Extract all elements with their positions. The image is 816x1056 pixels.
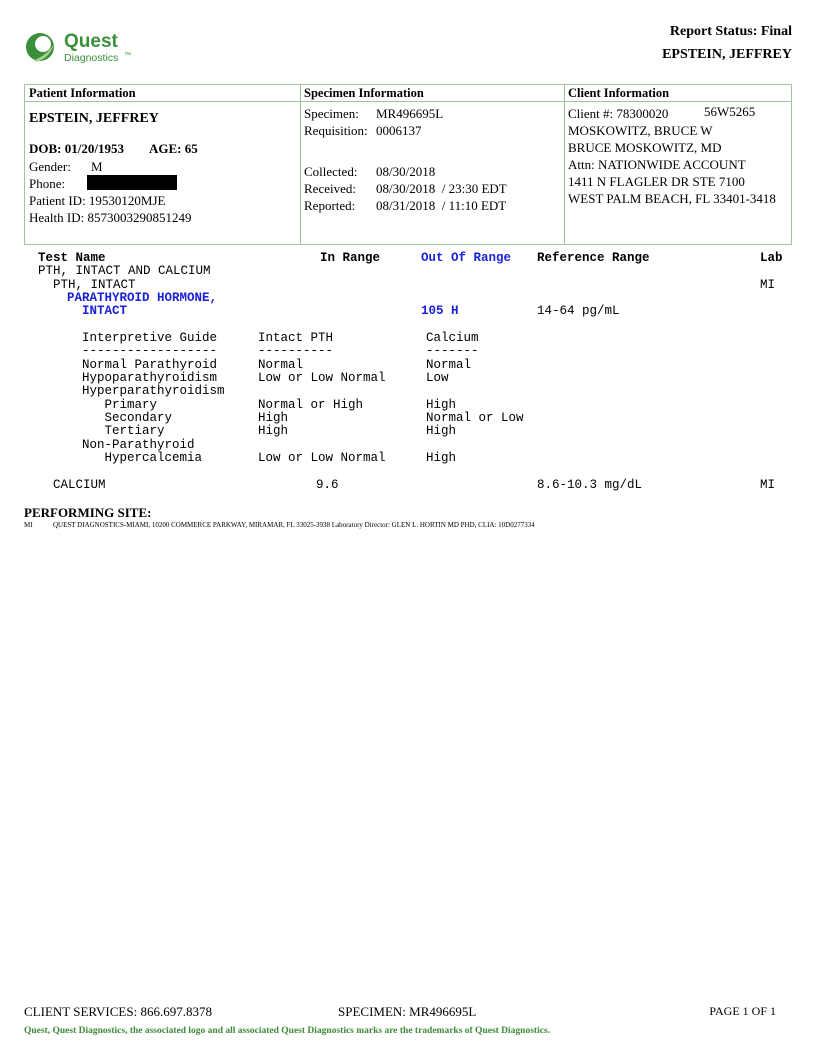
guide-dashes: ------- xyxy=(426,344,479,358)
reported-value: 08/31/2018 / 11:10 EDT xyxy=(376,198,507,213)
panel-name: PTH, INTACT AND CALCIUM xyxy=(38,264,211,278)
header-patient-name: EPSTEIN, JEFFREY xyxy=(662,47,792,62)
guide-cell: Hypercalcemia xyxy=(82,451,203,465)
guide-cell: Low xyxy=(426,371,449,385)
patient-name: EPSTEIN, JEFFREY xyxy=(29,111,159,126)
received-value: 08/30/2018 / 23:30 EDT xyxy=(376,181,507,196)
patient-info-heading: Patient Information xyxy=(29,86,136,100)
guide-col-heading: Calcium xyxy=(426,331,479,345)
performing-site-text: QUEST DIAGNOSTICS-MIAMI, 10200 COMMERCE PARKWAY, MIRAMAR, FL 33025-3938 Laboratory Director: GLEN L. HORTIN MD PHD, CLIA: 10D0277334 xyxy=(53,521,535,529)
guide-cell: Normal or Low xyxy=(426,411,524,425)
guide-cell: Hypoparathyroidism xyxy=(82,371,218,385)
footer-page: PAGE 1 OF 1 xyxy=(709,1004,776,1018)
patient-id: Patient ID: 19530120MJE xyxy=(29,193,166,208)
divider xyxy=(300,85,301,244)
guide-col-heading: Intact PTH xyxy=(258,331,334,345)
guide-cell: Hyperparathyroidism xyxy=(82,384,225,398)
guide-cell: High xyxy=(258,411,289,425)
guide-cell: Secondary xyxy=(82,411,173,425)
logo-sub: Diagnostics xyxy=(64,52,119,64)
collected-value: 08/30/2018 xyxy=(376,164,436,179)
phone-redaction xyxy=(87,175,177,190)
requisition-label: Requisition: xyxy=(304,123,368,138)
guide-cell: Normal or High xyxy=(258,398,364,412)
info-box xyxy=(24,84,792,245)
specimen-value: MR496695L xyxy=(376,106,444,121)
guide-cell: Tertiary xyxy=(82,424,165,438)
health-id: Health ID: 8573003290851249 xyxy=(29,210,192,225)
logo-name: Quest xyxy=(64,31,118,52)
guide-cell: Primary xyxy=(82,398,158,412)
gender-value: M xyxy=(91,159,103,174)
specimen-label: Specimen: xyxy=(304,106,359,121)
guide-cell: Normal xyxy=(258,358,304,372)
calcium-test-name: CALCIUM xyxy=(53,478,106,492)
guide-cell: High xyxy=(426,451,457,465)
divider xyxy=(564,85,565,244)
guide-cell: High xyxy=(426,398,457,412)
patient-age: AGE: 65 xyxy=(149,141,198,156)
client-line: MOSKOWITZ, BRUCE W xyxy=(568,123,713,138)
col-lab: Lab xyxy=(760,251,783,265)
client-number: Client #: 78300020 xyxy=(568,106,669,121)
received-label: Received: xyxy=(304,181,356,196)
requisition-value: 0006137 xyxy=(376,123,422,138)
calcium-value: 9.6 xyxy=(316,478,339,492)
client-code: 56W5265 xyxy=(704,104,756,119)
gender-label: Gender: xyxy=(29,159,71,174)
reported-label: Reported: xyxy=(304,198,356,213)
footer-specimen: SPECIMEN: MR496695L xyxy=(338,1004,477,1019)
patient-dob: DOB: 01/20/1953 xyxy=(29,141,124,156)
client-line: BRUCE MOSKOWITZ, MD xyxy=(568,140,722,155)
pth-test-name: PARATHYROID HORMONE, xyxy=(67,291,218,305)
client-line: Attn: NATIONWIDE ACCOUNT xyxy=(568,157,746,172)
col-reference-range: Reference Range xyxy=(537,251,650,265)
guide-cell: High xyxy=(258,424,289,438)
guide-dashes: ------------------ xyxy=(82,344,218,358)
client-line: 1411 N FLAGLER DR STE 7100 xyxy=(568,174,745,189)
col-in-range: In Range xyxy=(320,251,381,265)
guide-cell: High xyxy=(426,424,457,438)
phone-label: Phone: xyxy=(29,176,66,191)
specimen-info-heading: Specimen Information xyxy=(304,86,424,100)
pth-reference: 14-64 pg/mL xyxy=(537,304,620,318)
sub-panel-name: PTH, INTACT xyxy=(53,278,136,292)
guide-cell: Normal xyxy=(426,358,472,372)
quest-logo xyxy=(24,30,144,66)
report-status: Report Status: Final xyxy=(669,24,792,39)
col-test-name: Test Name xyxy=(38,251,106,265)
calcium-lab: MI xyxy=(760,478,776,492)
collected-label: Collected: xyxy=(304,164,358,179)
col-out-of-range: Out Of Range xyxy=(421,251,512,265)
logo-tm: ™ xyxy=(124,52,131,59)
pth-test-name-cont: INTACT xyxy=(82,304,128,318)
performing-site-code: MI xyxy=(24,521,33,529)
guide-cell: Low or Low Normal xyxy=(258,371,386,385)
guide-col-heading: Interpretive Guide xyxy=(82,331,218,345)
sub-panel-lab: MI xyxy=(760,278,776,292)
footer-trademark: Quest, Quest Diagnostics, the associated logo and all associated Quest Diagnostics marks are the trademarks of Quest Diagnostics. xyxy=(24,1026,551,1036)
performing-site-title: PERFORMING SITE: xyxy=(24,505,152,520)
client-info-heading: Client Information xyxy=(568,86,670,100)
client-line: WEST PALM BEACH, FL 33401-3418 xyxy=(568,191,776,206)
footer-client-services: CLIENT SERVICES: 866.697.8378 xyxy=(24,1004,212,1019)
pth-value: 105 H xyxy=(421,304,459,318)
guide-cell: Low or Low Normal xyxy=(258,451,386,465)
guide-cell: Normal Parathyroid xyxy=(82,358,218,372)
guide-dashes: ---------- xyxy=(258,344,334,358)
quest-logo-icon xyxy=(24,30,58,64)
calcium-reference: 8.6-10.3 mg/dL xyxy=(537,478,643,492)
guide-cell: Non-Parathyroid xyxy=(82,438,195,452)
